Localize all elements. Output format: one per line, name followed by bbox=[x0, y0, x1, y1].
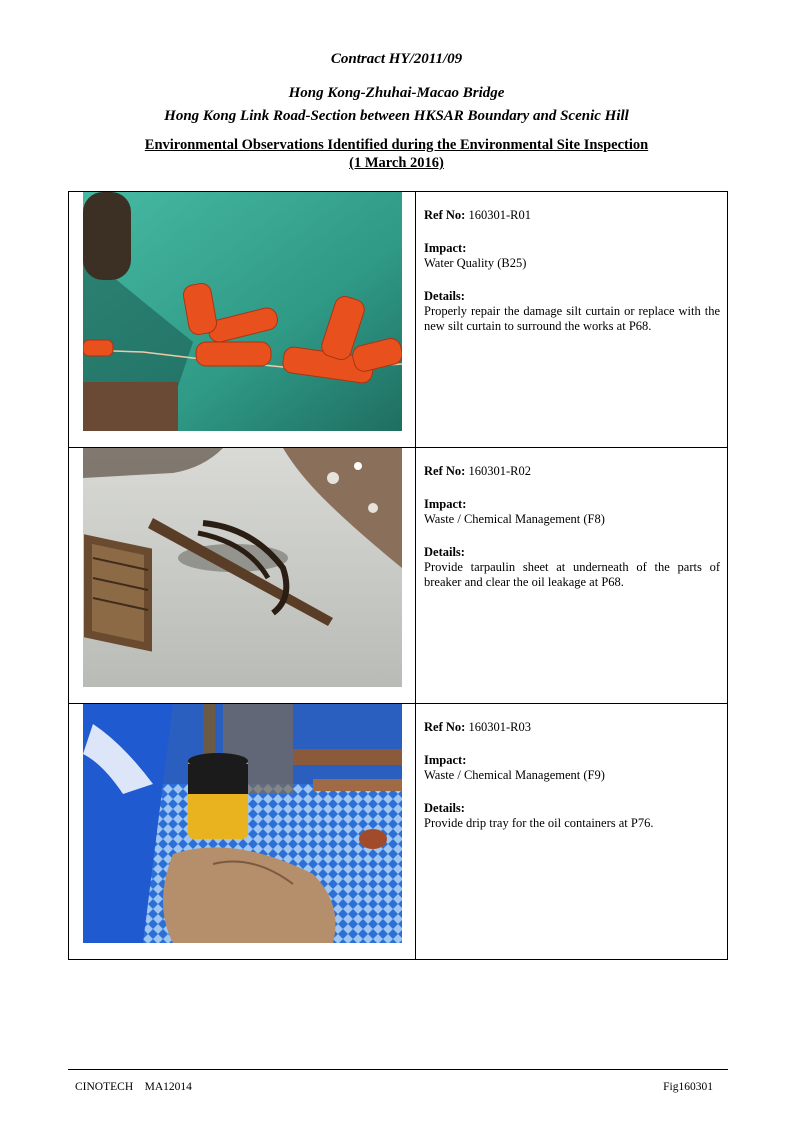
ref-line bbox=[424, 464, 720, 479]
photo-silt-curtain bbox=[83, 192, 402, 431]
details-value: Properly repair the damage silt curtain or replace with the new silt curtain to surround the works at P68. bbox=[424, 304, 720, 333]
observations-table bbox=[68, 191, 728, 960]
section-title: Hong Kong Link Road-Section between HKSAR Boundary and Scenic Hill bbox=[164, 108, 629, 124]
project-title: Hong Kong-Zhuhai-Macao Bridge bbox=[288, 85, 505, 101]
observation-details-cell bbox=[416, 192, 728, 448]
ref-value: 160301-R02 bbox=[468, 464, 531, 478]
report-title: Environmental Observations Identified during the Environmental Site Inspection bbox=[144, 137, 649, 153]
details-value: Provide tarpaulin sheet at underneath of the parts of breaker and clear the oil leakage at P68. bbox=[424, 560, 720, 589]
table-row bbox=[69, 704, 728, 960]
ref-value: 160301-R01 bbox=[468, 208, 531, 222]
impact-label: Impact: bbox=[424, 497, 467, 511]
details-label: Details: bbox=[424, 801, 465, 815]
table-row bbox=[69, 192, 728, 448]
footer-divider bbox=[68, 1069, 728, 1070]
impact-label: Impact: bbox=[424, 241, 467, 255]
ref-label: Ref No: bbox=[424, 464, 466, 478]
report-date: (1 March 2016) bbox=[349, 155, 444, 171]
photo-breaker bbox=[83, 448, 402, 687]
photo-cell bbox=[69, 448, 416, 704]
observation-details-cell bbox=[416, 448, 728, 704]
footer-left: CINOTECH MA12014 bbox=[75, 1081, 192, 1093]
impact-label: Impact: bbox=[424, 753, 467, 767]
ref-value: 160301-R03 bbox=[468, 720, 531, 734]
ref-label: Ref No: bbox=[424, 208, 466, 222]
details-value: Provide drip tray for the oil containers at P76. bbox=[424, 816, 654, 830]
contract-number: Contract HY/2011/09 bbox=[330, 51, 463, 67]
impact-value: Waste / Chemical Management (F9) bbox=[424, 768, 605, 782]
photo-oil-containers bbox=[83, 704, 402, 943]
impact-value: Waste / Chemical Management (F8) bbox=[424, 512, 605, 526]
ref-line bbox=[424, 208, 720, 223]
footer-figure-number: Fig160301 bbox=[663, 1081, 713, 1093]
ref-label: Ref No: bbox=[424, 720, 466, 734]
impact-value: Water Quality (B25) bbox=[424, 256, 527, 270]
details-label: Details: bbox=[424, 289, 465, 303]
photo-cell bbox=[69, 192, 416, 448]
table-row bbox=[69, 448, 728, 704]
ref-line bbox=[424, 720, 720, 735]
observation-details-cell bbox=[416, 704, 728, 960]
details-label: Details: bbox=[424, 545, 465, 559]
photo-cell bbox=[69, 704, 416, 960]
